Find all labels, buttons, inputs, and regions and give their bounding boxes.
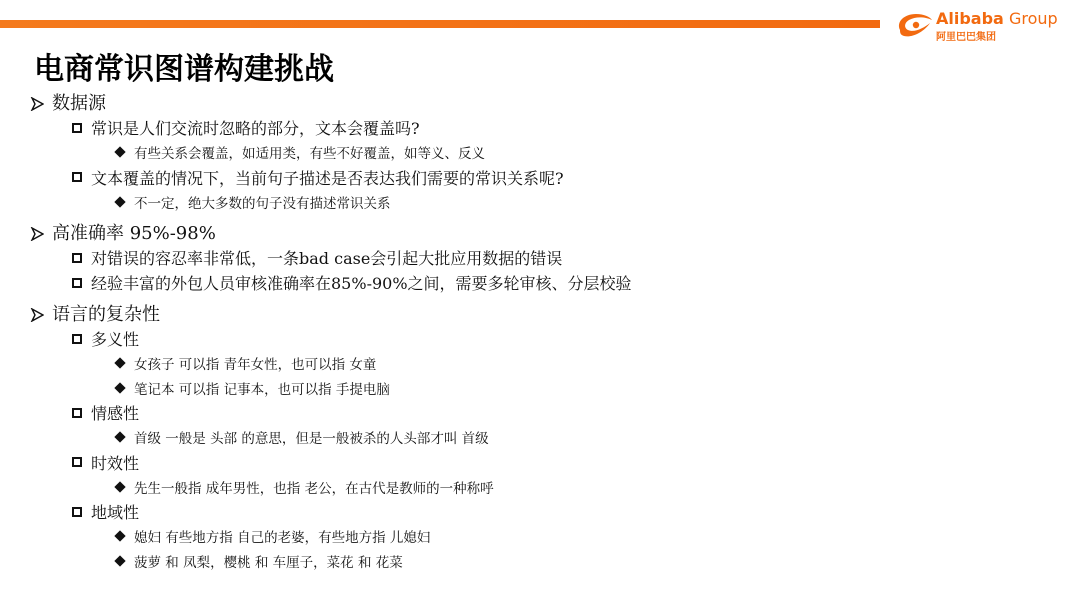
- bullet-text: 地域性: [91, 503, 140, 522]
- bullet-text: 菠萝 和 凤梨，樱桃 和 车厘子，菜花 和 花菜: [134, 554, 403, 571]
- square-bullet-icon: [72, 334, 82, 344]
- bullet-level-3: [114, 376, 390, 401]
- bullet-text: 先生一般指 成年男性，也指 老公，在古代是教师的一种称呼: [134, 480, 494, 497]
- bullet-level-2: [72, 270, 632, 295]
- diamond-bullet-icon: [114, 432, 125, 443]
- bullet-level-2: [72, 245, 562, 270]
- bullet-text: 有些关系会覆盖，如适用类，有些不好覆盖，如等义、反义: [134, 146, 485, 163]
- bullet-text: 文本覆盖的情况下，当前句子描述是否表达我们需要的常识关系呢?: [91, 168, 564, 188]
- bullet-text: 媳妇 有些地方指 自己的老婆，有些地方指 儿媳妇: [134, 530, 431, 547]
- diamond-bullet-icon: [114, 555, 125, 566]
- bullet-text: 情感性: [91, 404, 140, 423]
- bullet-level-2: [72, 499, 139, 524]
- bullet-level-2: [72, 450, 139, 475]
- bullet-text: 多义性: [91, 330, 140, 349]
- bullet-text: 经验丰富的外包人员审核准确率在85%-90%之间，需要多轮审核、分层校验: [91, 274, 632, 293]
- bullet-text: 不一定，绝大多数的句子没有描述常识关系: [134, 195, 391, 212]
- bullet-text: 数据源: [52, 93, 106, 114]
- bullet-level-1: [30, 89, 106, 115]
- bullet-text: 对错误的容忍率非常低，一条bad case会引起大批应用数据的错误: [91, 249, 563, 268]
- logo-english-text: Alibaba Group: [936, 9, 1058, 28]
- logo-chinese-text: 阿里巴巴集团: [936, 32, 996, 43]
- bullet-level-1: [30, 300, 160, 326]
- square-bullet-icon: [72, 123, 82, 133]
- bullet-text: 时效性: [91, 453, 140, 473]
- bullet-level-3: [114, 140, 485, 165]
- square-bullet-icon: [72, 253, 82, 263]
- square-bullet-icon: [72, 172, 82, 182]
- bullet-text: 高准确率 95%-98%: [52, 223, 216, 244]
- bullet-text: 语言的复杂性: [52, 304, 160, 325]
- bullet-level-2: [72, 400, 139, 425]
- bullet-level-2: [72, 326, 139, 351]
- bullet-text: 首级 一般是 头部 的意思，但是一般被杀的人头部才叫 首级: [134, 431, 489, 448]
- square-bullet-icon: [72, 408, 82, 418]
- bullet-level-3: [114, 524, 430, 549]
- bullet-level-2: [72, 165, 564, 190]
- diamond-bullet-icon: [114, 382, 125, 393]
- square-bullet-icon: [72, 278, 82, 288]
- bullet-level-3: [114, 351, 376, 376]
- bullet-level-3: [114, 475, 494, 500]
- bullet-level-1: [30, 219, 216, 245]
- arrow-bullet-icon: [30, 95, 44, 109]
- bullet-text: 常识是人们交流时忽略的部分，文本会覆盖吗?: [91, 119, 420, 138]
- diamond-bullet-icon: [114, 196, 125, 207]
- square-bullet-icon: [72, 457, 82, 467]
- diamond-bullet-icon: [114, 531, 125, 542]
- arrow-bullet-icon: [30, 306, 44, 320]
- diamond-bullet-icon: [114, 147, 125, 158]
- bullet-level-3: [114, 549, 403, 574]
- bullet-level-2: [72, 115, 420, 140]
- bullet-level-3: [114, 190, 391, 215]
- diamond-bullet-icon: [114, 358, 125, 369]
- bullet-text: 笔记本 可以指 记事本，也可以指 手提电脑: [134, 381, 390, 398]
- slide-title: 电商常识图谱构建挑战: [34, 52, 334, 87]
- bullet-level-3: [114, 425, 489, 450]
- square-bullet-icon: [72, 507, 82, 517]
- arrow-bullet-icon: [30, 225, 44, 239]
- bullet-text: 女孩子 可以指 青年女性，也可以指 女童: [134, 357, 377, 374]
- diamond-bullet-icon: [114, 481, 125, 492]
